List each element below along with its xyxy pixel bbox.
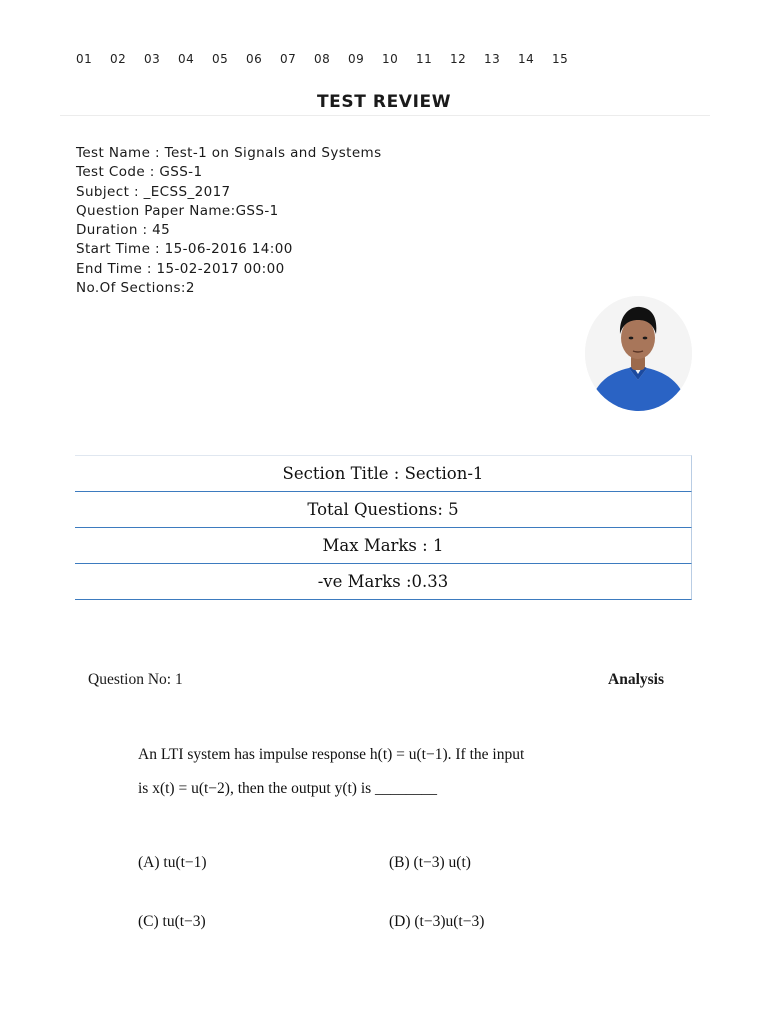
question-text-line: is x(t) = u(t−2), then the output y(t) is ________	[138, 780, 438, 797]
section-title: Section Title : Section-1	[75, 455, 692, 492]
question-nav-item[interactable]: 12	[450, 52, 467, 66]
question-nav-item[interactable]: 03	[144, 52, 161, 66]
question-number: Question No: 1	[88, 671, 183, 688]
test-info	[76, 144, 382, 298]
analysis-link[interactable]: Analysis	[608, 671, 664, 688]
option-b[interactable]: (B) (t−3) u(t)	[389, 854, 471, 871]
question-navigation	[76, 52, 586, 72]
test-duration: Duration : 45	[76, 222, 171, 239]
test-code: Test Code : GSS-1	[76, 164, 203, 181]
total-questions: Total Questions: 5	[75, 492, 692, 528]
question-nav-item[interactable]: 14	[518, 52, 535, 66]
question-nav-item[interactable]: 15	[552, 52, 569, 66]
section-summary	[75, 455, 692, 600]
question-nav-item[interactable]: 09	[348, 52, 365, 66]
section-count: No.Of Sections:2	[76, 280, 195, 297]
question-text	[138, 746, 524, 814]
test-name: Test Name : Test-1 on Signals and Systems	[76, 145, 382, 161]
question-nav-item[interactable]: 07	[280, 52, 297, 66]
question-nav-item[interactable]: 10	[382, 52, 399, 66]
question-nav-item[interactable]: 04	[178, 52, 195, 66]
student-photo-icon	[585, 296, 692, 411]
question-paper-name: Question Paper Name:GSS-1	[76, 202, 279, 219]
option-d[interactable]: (D) (t−3)u(t−3)	[389, 913, 485, 930]
question-nav-item[interactable]: 02	[110, 52, 127, 66]
question-text-line: An LTI system has impulse response h(t) = u(t−1). If the input	[138, 746, 525, 763]
question-nav-item[interactable]: 08	[314, 52, 331, 66]
question-nav-item[interactable]: 06	[246, 52, 263, 66]
question-nav-item[interactable]: 13	[484, 52, 501, 66]
page-title: TEST REVIEW	[316, 92, 452, 112]
test-subject: Subject : _ECSS_2017	[76, 183, 231, 200]
start-time: Start Time : 15-06-2016 14:00	[76, 241, 293, 258]
end-time: End Time : 15-02-2017 00:00	[76, 260, 285, 277]
avatar-illustration	[585, 296, 692, 411]
header-divider	[60, 115, 710, 116]
question-nav-item[interactable]: 05	[212, 52, 229, 66]
option-a[interactable]: (A) tu(t−1)	[138, 854, 207, 871]
question-nav-item[interactable]: 11	[416, 52, 433, 66]
max-marks: Max Marks : 1	[75, 528, 692, 564]
option-c[interactable]: (C) tu(t−3)	[138, 913, 206, 930]
question-nav-item[interactable]: 01	[76, 52, 93, 66]
negative-marks: -ve Marks :0.33	[75, 564, 692, 600]
